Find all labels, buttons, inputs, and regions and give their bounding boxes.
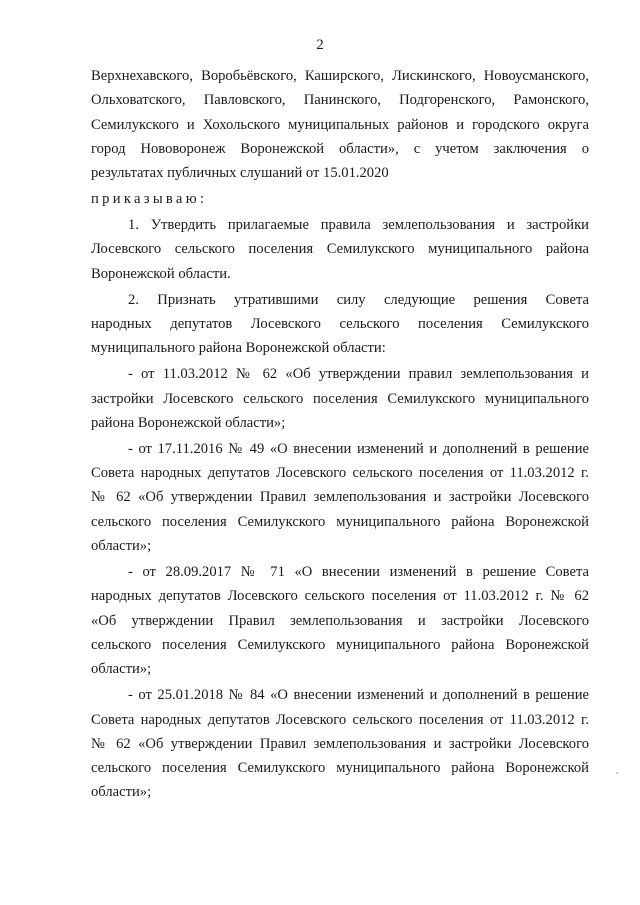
- text-line: Воронежской области.: [91, 265, 231, 282]
- paragraph-decision-4: [91, 683, 589, 804]
- order-word: приказываю:: [91, 191, 208, 208]
- text-line: народных депутатов Лосевского сельского поселения Семилукского: [91, 316, 589, 333]
- text-line: - от 28.09.2017 № 71 «О внесении изменений в решение Совета: [128, 564, 589, 581]
- text-line: района Воронежской области»;: [91, 414, 286, 431]
- text-line: сельского поселения Семилукского муниципального района Воронежской: [91, 513, 589, 530]
- text-line: Совета народных депутатов Лосевского сельского поселения от 11.03.2012 г.: [91, 711, 589, 728]
- text-line: - от 11.03.2012 № 62 «Об утверждении правил землепользования и: [128, 366, 589, 383]
- text-line: народных депутатов Лосевского сельского поселения от 11.03.2012 г. № 62: [91, 588, 589, 605]
- paragraph-decision-1: [91, 362, 589, 435]
- text-line: Лосевского сельского поселения Семилукского муниципального района: [91, 241, 589, 258]
- text-line: - от 25.01.2018 № 84 «О внесении изменений и дополнений в решение: [128, 687, 589, 704]
- paragraph-item-2: [91, 288, 589, 361]
- text-line: сельского поселения Семилукского муниципального района Воронежской: [91, 636, 589, 653]
- paragraph-decision-3: [91, 560, 589, 681]
- paragraph-item-1: [91, 213, 589, 286]
- paragraph-intro: [91, 64, 589, 185]
- text-line: Семилукского и Хохольского муниципальных районов и городского округа: [91, 116, 589, 133]
- text-line: 2. Признать утратившими силу следующие решения Совета: [128, 291, 589, 308]
- page-number: 2: [316, 37, 324, 53]
- scan-speck: [616, 772, 618, 774]
- text-line: - от 17.11.2016 № 49 «О внесении изменений и дополнений в решение: [128, 440, 589, 457]
- paragraph-decision-2: [91, 437, 589, 558]
- text-line: Совета народных депутатов Лосевского сельского поселения от 11.03.2012 г.: [91, 465, 589, 482]
- text-line: результатах публичных слушаний от 15.01.2020: [91, 165, 389, 182]
- text-line: Верхнехавского, Воробьёвского, Каширского, Лискинского, Новоусманского,: [91, 68, 589, 84]
- paragraph-prikazyvayu: [91, 187, 589, 211]
- text-line: области»;: [91, 661, 152, 678]
- text-line: муниципального района Воронежской области:: [91, 340, 386, 357]
- text-line: Ольховатского, Павловского, Панинского, Подгоренского, Рамонского,: [91, 92, 589, 109]
- document-body: [91, 64, 589, 806]
- text-line: сельского поселения Семилукского муниципального района Воронежской: [91, 760, 589, 777]
- text-line: области»;: [91, 784, 152, 801]
- text-line: № 62 «Об утверждении Правил землепользования и застройки Лосевского: [91, 735, 589, 752]
- text-line: застройки Лосевского сельского поселения Семилукского муниципального: [91, 390, 589, 407]
- text-line: 1. Утвердить прилагаемые правила землепользования и застройки: [128, 217, 589, 234]
- text-line: «Об утверждении Правил землепользования и застройки Лосевского: [91, 612, 589, 629]
- text-line: области»;: [91, 538, 152, 555]
- text-line: № 62 «Об утверждении Правил землепользования и застройки Лосевского: [91, 489, 589, 506]
- text-line: город Нововоронеж Воронежской области», с учетом заключения о: [91, 140, 589, 157]
